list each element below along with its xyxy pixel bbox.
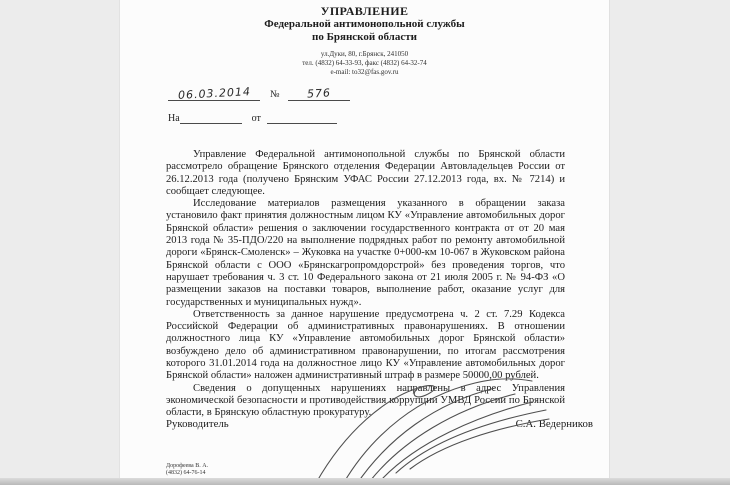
scan-bottom-edge: [0, 478, 730, 485]
signer-position: Руководитель: [166, 418, 229, 430]
ot-underline: [267, 123, 337, 124]
reply-reference-line: [168, 106, 478, 124]
org-name-line3: по Брянской области: [312, 30, 417, 43]
org-email: e-mail: to32@fas.gov.ru: [330, 68, 399, 76]
org-contacts: [120, 50, 609, 77]
paragraph-2: Исследование материалов размещения указанного в обращении заказа установило факт принятия должностным лицом КУ «Управление автомобильных дорог Брянской области» решения о заключении государственного контракта от от 20 мая 2013 года № 35-ПДО/220 на выполнение подрядных работ по ремонту автомобильной дороги «Брянск-Смоленск» – Жуковка на участке 0+000-км 10-067 в Жуковском района Брянской области с ООО «Брянскагропромдорстрой» без проведения торгов, что нарушает требования ч. 3 ст. 10 Федерального закона от 21 июля 2005 г. № 94-ФЗ «О размещении заказов на поставки товаров, выполнение работ, оказание услуг для государственных и муниципальных нужд».: [166, 198, 565, 308]
executor-phone: (4832) 64-76-14: [166, 470, 206, 476]
org-name-line1: УПРАВЛЕНИЕ: [320, 4, 409, 18]
org-phone: тел. (4832) 64-33-93, факс (4832) 64-32-74: [302, 59, 427, 67]
date-underline: [168, 87, 260, 101]
org-address: ул.Дуки, 80, г.Брянск, 241050: [320, 50, 409, 58]
ot-label: от: [251, 113, 261, 124]
reference-block: [168, 85, 478, 124]
executor-note: [166, 463, 208, 477]
handwritten-date: 06.03.2014: [177, 85, 251, 102]
na-label: На: [168, 113, 180, 124]
executor-name: Дорофеева В. А.: [166, 463, 209, 469]
number-underline: [288, 87, 350, 101]
signature-autograph: [268, 378, 558, 485]
document-page: [119, 0, 610, 485]
paragraph-3: Ответственность за данное нарушение предусмотрена ч. 2 ст. 7.29 Кодекса Российской Федерации об административных правонарушениях. В отношении должностного лица КУ «Управление автомобильных дорог Брянской области» возбуждено дело об административном правонарушении, по итогам рассмотрения которого 31.01.2014 года на должностное лицо КУ «Управление автомобильных дорог Брянской области» наложен административный штраф в размере 50000,00 рублей.: [166, 308, 565, 382]
number-sign: №: [270, 89, 280, 100]
org-name-line2: Федеральной антимонопольной службы: [264, 18, 465, 30]
signer-name: С.А. Ведерников: [515, 418, 593, 430]
paragraph-4: Сведения о допущенных нарушениях направлены в адрес Управления экономической безопасности и противодействия коррупции УМВД России по Брянской области, в Брянскую областную прокуратуру.: [166, 382, 565, 419]
letterhead: [120, 0, 609, 77]
paragraph-1: Управление Федеральной антимонопольной службы по Брянской области рассмотрело обращение Брянского отделения Федерации Автовладельцев России от 26.12.2013 года (получено Брянским УФАС России 27.12.2013 года, вх. № 7214) и сообщает следующее.: [166, 149, 565, 197]
na-underline: [180, 123, 242, 124]
handwritten-number: 576: [306, 86, 331, 101]
date-number-line: [168, 85, 478, 101]
